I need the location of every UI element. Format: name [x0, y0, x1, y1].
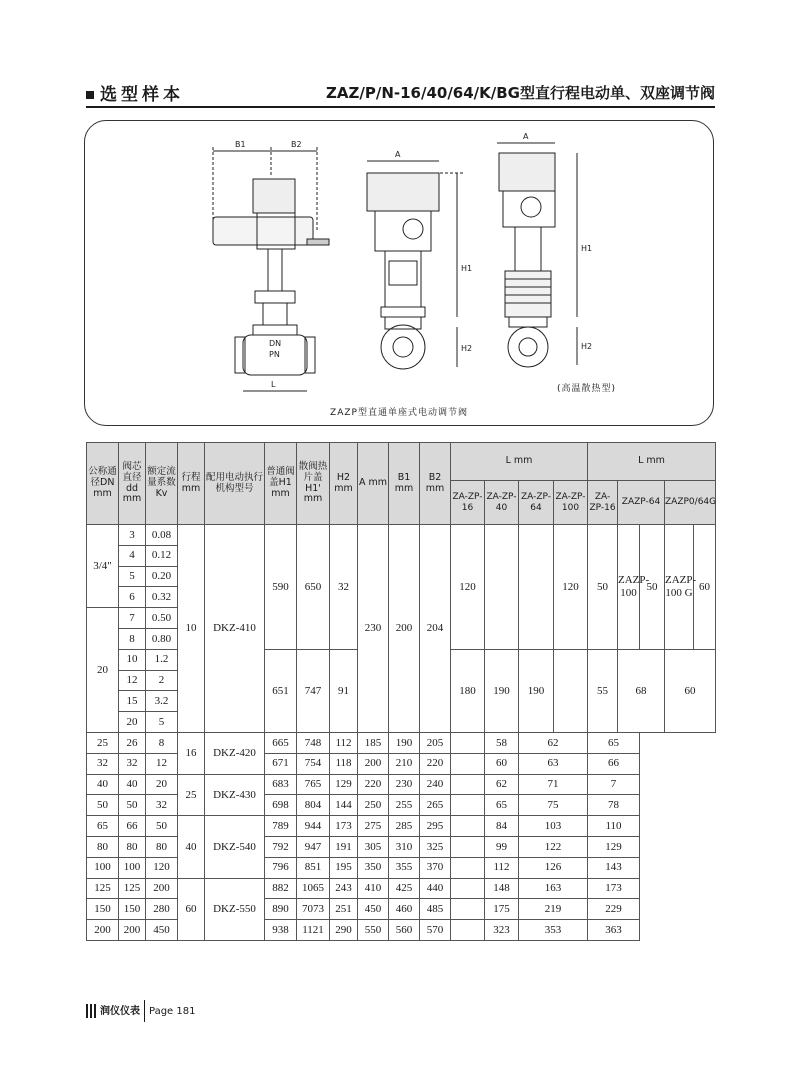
table-cell: 229: [588, 899, 640, 920]
table-cell: 8: [119, 628, 146, 649]
table-cell: 20: [146, 774, 178, 795]
table-cell: 50: [119, 795, 146, 816]
table-cell: 200: [389, 525, 420, 733]
table-cell: DKZ-540: [205, 816, 265, 878]
table-cell: DKZ-430: [205, 774, 265, 816]
table-cell: 8: [146, 732, 178, 753]
col-dn: 公称通径DN mm: [87, 443, 119, 525]
table-cell: 698: [265, 795, 297, 816]
dim-a: A: [395, 150, 401, 159]
table-cell: 590: [265, 525, 297, 650]
col-stroke: 行程mm: [178, 443, 205, 525]
table-cell: 3/4": [87, 525, 119, 608]
table-cell: 230: [389, 774, 420, 795]
table-cell: 122: [519, 836, 588, 857]
table-cell: 195: [330, 857, 358, 878]
table-cell: 62: [485, 774, 519, 795]
table-cell: 80: [119, 836, 146, 857]
table-cell: [519, 525, 554, 650]
table-cell: 120: [146, 857, 178, 878]
table-cell: [554, 649, 588, 732]
table-cell: 250: [358, 795, 389, 816]
table-cell: 32: [87, 753, 119, 774]
table-cell: 560: [389, 920, 420, 941]
table-cell: 1065: [297, 878, 330, 899]
header-rule: [86, 106, 715, 108]
table-cell: 890: [265, 899, 297, 920]
table-cell: 0.20: [146, 566, 178, 587]
col-h1: 普通阀盖H1 mm: [265, 443, 297, 525]
table-cell: 230: [358, 525, 389, 733]
table-cell: 110: [588, 816, 640, 837]
col-h2: H2 mm: [330, 443, 358, 525]
table-cell: 410: [358, 878, 389, 899]
table-cell: 150: [119, 899, 146, 920]
table-cell: 60: [694, 525, 716, 650]
table-cell: 143: [588, 857, 640, 878]
table-cell: 50: [640, 525, 665, 650]
table-cell: 671: [265, 753, 297, 774]
table-cell: ZAZP-100: [618, 525, 640, 650]
page-footer: [86, 1000, 195, 1022]
table-cell: 144: [330, 795, 358, 816]
table-cell: [485, 525, 519, 650]
table-cell: 66: [119, 816, 146, 837]
table-cell: 91: [330, 649, 358, 732]
table-cell: 112: [485, 857, 519, 878]
table-cell: 851: [297, 857, 330, 878]
table-cell: 78: [588, 795, 640, 816]
table-cell: 1121: [297, 920, 330, 941]
table-row: [87, 816, 716, 837]
table-cell: 3.2: [146, 691, 178, 712]
table-cell: 882: [265, 878, 297, 899]
table-cell: 370: [420, 857, 451, 878]
table-cell: 363: [588, 920, 640, 941]
table-cell: 5: [146, 712, 178, 733]
table-cell: 944: [297, 816, 330, 837]
table-cell: [451, 920, 485, 941]
table-cell: 200: [119, 920, 146, 941]
table-cell: 440: [420, 878, 451, 899]
dim-h1-right: H1: [581, 244, 593, 253]
table-cell: 265: [420, 795, 451, 816]
table-cell: [451, 795, 485, 816]
table-cell: 40: [178, 816, 205, 878]
col-a: A mm: [358, 443, 389, 525]
table-cell: 100: [119, 857, 146, 878]
col-zp40: ZA-ZP-40: [485, 481, 519, 525]
table-cell: 191: [330, 836, 358, 857]
table-cell: 747: [297, 649, 330, 732]
table-cell: 243: [330, 878, 358, 899]
table-cell: 15: [119, 691, 146, 712]
square-bullet-icon: [86, 91, 94, 99]
table-cell: 150: [87, 899, 119, 920]
table-cell: [451, 732, 485, 753]
table-cell: 285: [389, 816, 420, 837]
table-cell: 50: [588, 525, 618, 650]
table-cell: 103: [519, 816, 588, 837]
table-cell: 60: [485, 753, 519, 774]
table-cell: 1.2: [146, 649, 178, 670]
dim-pn: PN: [269, 350, 280, 359]
col-b1: B1 mm: [389, 443, 420, 525]
col-group-l1: L mm: [451, 443, 588, 481]
dim-b1: B1: [235, 140, 246, 149]
table-cell: 173: [330, 816, 358, 837]
table-cell: 120: [451, 525, 485, 650]
col-zp100: ZA-ZP-100: [554, 481, 588, 525]
table-cell: 80: [146, 836, 178, 857]
dim-dn: DN: [269, 339, 282, 348]
table-cell: 55: [588, 649, 618, 732]
table-cell: [451, 899, 485, 920]
table-cell: 200: [146, 878, 178, 899]
col-zp64: ZA-ZP-64: [519, 481, 554, 525]
table-cell: 425: [389, 878, 420, 899]
table-cell: 485: [420, 899, 451, 920]
table-cell: 40: [119, 774, 146, 795]
footer-divider: [144, 1000, 145, 1022]
table-cell: 148: [485, 878, 519, 899]
table-cell: 7073: [297, 899, 330, 920]
table-cell: 683: [265, 774, 297, 795]
col-group-l2: L mm: [588, 443, 716, 481]
table-cell: 129: [588, 836, 640, 857]
col-zp16: ZA-ZP-16: [451, 481, 485, 525]
table-cell: 650: [297, 525, 330, 650]
table-cell: 219: [519, 899, 588, 920]
col-h1p: 散阀热片盖H1' mm: [297, 443, 330, 525]
table-cell: 200: [358, 753, 389, 774]
table-cell: 63: [519, 753, 588, 774]
table-cell: 112: [330, 732, 358, 753]
table-cell: [451, 753, 485, 774]
table-cell: 99: [485, 836, 519, 857]
table-cell: 32: [330, 525, 358, 650]
table-cell: 118: [330, 753, 358, 774]
product-title: ZAZ/P/N-16/40/64/K/BG型直行程电动单、双座调节阀: [326, 84, 715, 102]
small-dn-rows: [87, 525, 716, 733]
table-header-row: [87, 443, 716, 481]
table-cell: 50: [146, 816, 178, 837]
table-row: [87, 732, 716, 753]
table-cell: 665: [265, 732, 297, 753]
table-cell: 32: [119, 753, 146, 774]
table-cell: 804: [297, 795, 330, 816]
col-actuator: 配用电动执行机构型号: [205, 443, 265, 525]
table-cell: 100: [87, 857, 119, 878]
table-cell: 947: [297, 836, 330, 857]
table-cell: 40: [87, 774, 119, 795]
table-cell: 450: [146, 920, 178, 941]
table-cell: 129: [330, 774, 358, 795]
table-cell: 353: [519, 920, 588, 941]
table-cell: 125: [119, 878, 146, 899]
table-cell: 754: [297, 753, 330, 774]
table-cell: 0.32: [146, 587, 178, 608]
table-row: [87, 878, 716, 899]
table-cell: 32: [146, 795, 178, 816]
table-cell: 323: [485, 920, 519, 941]
table-cell: 651: [265, 649, 297, 732]
table-cell: 163: [519, 878, 588, 899]
dim-b2: B2: [291, 140, 302, 149]
table-cell: 68: [618, 649, 665, 732]
table-cell: 220: [358, 774, 389, 795]
table-cell: 350: [358, 857, 389, 878]
table-cell: 50: [87, 795, 119, 816]
table-cell: 12: [119, 670, 146, 691]
table-cell: 65: [588, 732, 640, 753]
table-cell: 26: [119, 732, 146, 753]
table-cell: 190: [485, 649, 519, 732]
table-cell: [451, 878, 485, 899]
table-cell: 25: [87, 732, 119, 753]
table-cell: 0.80: [146, 628, 178, 649]
table-cell: [451, 816, 485, 837]
table-cell: 126: [519, 857, 588, 878]
col-zazp064g: ZAZP0/64G: [665, 481, 716, 525]
high-temp-label: (高温散热型): [557, 384, 617, 394]
valve-side-view: [367, 150, 472, 369]
table-cell: 450: [358, 899, 389, 920]
table-cell: DKZ-550: [205, 878, 265, 940]
table-cell: 6: [119, 587, 146, 608]
table-cell: 765: [297, 774, 330, 795]
dim-l: L: [271, 380, 276, 389]
table-cell: 190: [389, 732, 420, 753]
table-cell: 796: [265, 857, 297, 878]
table-cell: 325: [420, 836, 451, 857]
table-cell: 0.50: [146, 608, 178, 629]
table-cell: DKZ-420: [205, 732, 265, 774]
dim-a2: A: [523, 132, 529, 141]
table-cell: 84: [485, 816, 519, 837]
table-row: [87, 525, 716, 546]
table-cell: DKZ-410: [205, 525, 265, 733]
valve-front-view: [213, 140, 329, 391]
table-cell: 62: [519, 732, 588, 753]
table-cell: 0.12: [146, 545, 178, 566]
col-zp16-b: ZA-ZP-16: [588, 481, 618, 525]
table-cell: 938: [265, 920, 297, 941]
table-cell: 65: [87, 816, 119, 837]
table-cell: 80: [87, 836, 119, 857]
dim-h1: H1: [461, 264, 473, 273]
table-cell: 65: [485, 795, 519, 816]
table-cell: 190: [519, 649, 554, 732]
table-cell: 210: [389, 753, 420, 774]
table-cell: 550: [358, 920, 389, 941]
section-title: 选型样本: [86, 80, 184, 105]
table-cell: 748: [297, 732, 330, 753]
table-cell: 60: [665, 649, 716, 732]
table-cell: 280: [146, 899, 178, 920]
table-cell: 7: [588, 774, 640, 795]
table-cell: 185: [358, 732, 389, 753]
table-cell: 60: [178, 878, 205, 940]
table-cell: 205: [420, 732, 451, 753]
table-cell: 200: [87, 920, 119, 941]
table-cell: 255: [389, 795, 420, 816]
table-cell: 305: [358, 836, 389, 857]
table-cell: 16: [178, 732, 205, 774]
dim-h2-right: H2: [581, 342, 593, 351]
table-cell: 5: [119, 566, 146, 587]
table-cell: 2: [146, 670, 178, 691]
diagram-caption: ZAZP型直通单座式电动调节阀: [330, 408, 468, 418]
table-cell: 295: [420, 816, 451, 837]
table-cell: 240: [420, 774, 451, 795]
col-dd: 阀芯直径dd mm: [119, 443, 146, 525]
col-b2: B2 mm: [420, 443, 451, 525]
table-cell: 175: [485, 899, 519, 920]
table-cell: 220: [420, 753, 451, 774]
table-cell: 4: [119, 545, 146, 566]
table-cell: 789: [265, 816, 297, 837]
dim-h2: H2: [461, 344, 473, 353]
table-cell: 66: [588, 753, 640, 774]
table-cell: 355: [389, 857, 420, 878]
valve-high-temp-view: [497, 132, 592, 367]
brand-bars-icon: [86, 1004, 98, 1018]
table-cell: 251: [330, 899, 358, 920]
table-cell: 12: [146, 753, 178, 774]
table-cell: 20: [119, 712, 146, 733]
table-cell: 10: [119, 649, 146, 670]
table-cell: [451, 774, 485, 795]
table-cell: 120: [554, 525, 588, 650]
main-dn-rows: [87, 732, 716, 940]
table-cell: 10: [178, 525, 205, 733]
table-cell: ZAZP-100 G: [665, 525, 694, 650]
page-number: Page 181: [149, 1006, 196, 1017]
table-cell: 570: [420, 920, 451, 941]
table-cell: 310: [389, 836, 420, 857]
table-cell: 0.08: [146, 525, 178, 546]
table-cell: 792: [265, 836, 297, 857]
table-cell: 180: [451, 649, 485, 732]
table-row: [87, 774, 716, 795]
table-cell: 20: [87, 608, 119, 733]
valve-drawings: [85, 121, 713, 425]
table-cell: 71: [519, 774, 588, 795]
table-cell: 275: [358, 816, 389, 837]
table-cell: 173: [588, 878, 640, 899]
table-cell: 25: [178, 774, 205, 816]
table-cell: 125: [87, 878, 119, 899]
table-cell: 290: [330, 920, 358, 941]
table-cell: 58: [485, 732, 519, 753]
brand-name: 润仪仪表: [100, 1006, 140, 1017]
table-cell: 3: [119, 525, 146, 546]
table-cell: 204: [420, 525, 451, 733]
table-cell: 460: [389, 899, 420, 920]
col-zazp64: ZAZP-64: [618, 481, 665, 525]
col-kv: 额定流量系数Kv: [146, 443, 178, 525]
table-cell: 75: [519, 795, 588, 816]
table-cell: [451, 836, 485, 857]
spec-table: [86, 442, 716, 941]
valve-diagram-panel: [84, 120, 714, 426]
table-cell: [451, 857, 485, 878]
table-cell: 7: [119, 608, 146, 629]
